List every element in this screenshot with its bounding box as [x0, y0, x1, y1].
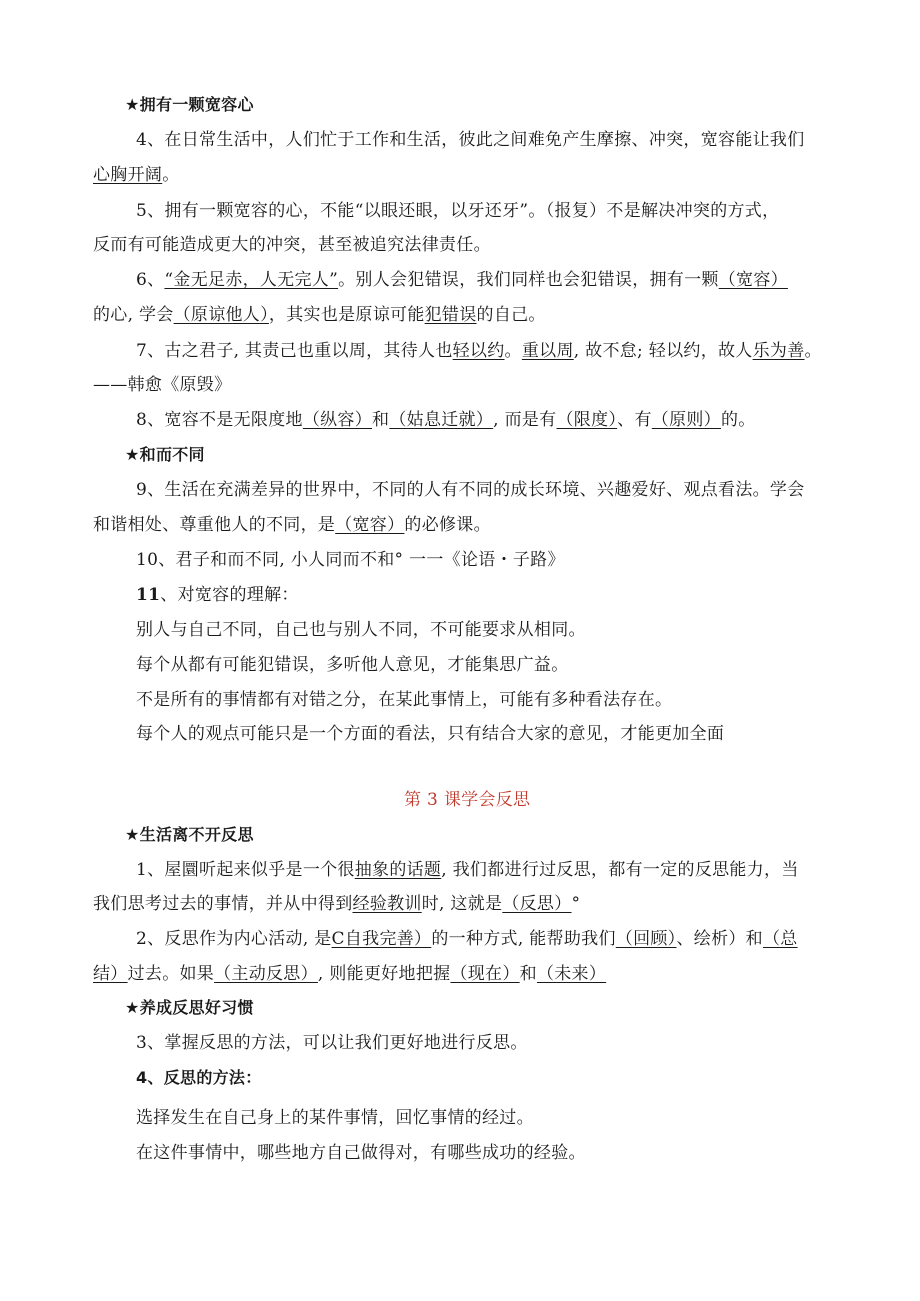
paragraph-item-4-line-2: 心胸开阔。 [93, 165, 180, 185]
paragraph-l3-item-1-line-1: 1、屋圜听起来似乎是一个很抽象的话题, 我们都进行过反思，都有一定的反思能力，当 [136, 860, 799, 880]
underlined-answer: （总 [762, 929, 798, 949]
section-heading-tolerance: ★拥有一颗宽容心 [125, 95, 254, 114]
underlined-answer: 乐为善 [752, 341, 805, 361]
paragraph-item-9-line-2: 和谐相处、尊重他人的不同，是（宽容）的必修课。 [93, 515, 491, 535]
underlined-answer: C自我完善） [331, 929, 432, 949]
underlined-answer: 轻以约 [452, 341, 505, 361]
underlined-answer: （原则） [651, 410, 721, 430]
understanding-point-4: 每个人的观点可能只是一个方面的看法，只有结合大家的意见，才能更加全面 [136, 724, 725, 744]
underlined-answer: （姑息迁就） [389, 410, 494, 430]
section-heading-habits: ★养成反思好习惯 [125, 998, 254, 1017]
underlined-answer: （限度） [556, 410, 618, 430]
paragraph-item-6-line-2: 的心, 学会（原谅他人），其实也是原谅可能犯错误的自己。 [93, 305, 546, 325]
paragraph-item-11-title: 11、对宽容的理解： [136, 585, 299, 605]
paragraph-l3-item-2-line-1: 2、反思作为内心活动, 是C自我完善）的一种方式, 能帮助我们（回顾）、绘析）和（总 [136, 929, 798, 949]
paragraph-item-4-line-1: 4、在日常生活中，人们忙于工作和生活，彼此之间难免产生摩擦、冲突，宽容能让我们 [136, 130, 805, 150]
underlined-answer: （回顾） [615, 929, 677, 949]
underlined-answer: 重以周 [521, 341, 574, 361]
underlined-answer: （纵容） [302, 410, 373, 430]
underlined-answer: （原谅他人） [173, 305, 269, 325]
underlined-answer: 结） [93, 964, 128, 984]
underlined-answer: （现在） [450, 964, 520, 984]
paragraph-item-5-line-2: 反而有可能造成更大的冲突，甚至被追究法律责任。 [93, 235, 491, 255]
method-point-1: 选择发生在自己身上的某件事情，回忆事情的经过。 [136, 1108, 534, 1128]
underlined-answer: （反思） [502, 894, 572, 914]
paragraph-item-9-line-1: 9、生活在充满差异的世界中，不同的人有不同的成长环境、兴趣爱好、观点看法。学会 [136, 480, 805, 500]
paragraph-l3-item-1-line-2: 我们思考过去的事情，并从中得到经验教训时, 这就是（反思）° [93, 894, 581, 914]
underlined-answer: （未来） [536, 964, 607, 984]
underlined-answer: （宽容） [718, 270, 788, 290]
underlined-answer: “金无足赤，人无完人” [164, 270, 339, 290]
paragraph-item-8: 8、宽容不是无限度地（纵容）和（姑息迁就）, 而是有（限度）、有（原则）的。 [136, 410, 756, 430]
paragraph-item-6-line-1: 6、“金无足赤，人无完人”。别人会犯错误，我们同样也会犯错误，拥有一颗（宽容） [136, 270, 788, 290]
section-heading-harmony: ★和而不同 [125, 445, 205, 464]
paragraph-l3-item-4-title: 4、反思的方法： [136, 1068, 262, 1087]
paragraph-item-10: 10、君子和而不同, 小人同而不和° 一一《论语・子路》 [136, 550, 565, 570]
section-heading-reflection: ★生活离不开反思 [125, 825, 254, 844]
underlined-answer: （宽容） [335, 515, 405, 535]
lesson-title: 第 3 课学会反思 [404, 790, 531, 810]
underlined-answer: 犯错误 [424, 305, 477, 325]
understanding-point-3: 不是所有的事情都有对错之分，在某此事情上，可能有多种看法存在。 [136, 690, 673, 710]
paragraph-item-7-line-1: 7、古之君子, 其责己也重以周，其待人也轻以约。重以周, 故不怠; 轻以约，故人乐为善。 [136, 341, 822, 361]
method-point-2: 在这件事情中，哪些地方自己做得对，有哪些成功的经验。 [136, 1143, 586, 1163]
underlined-answer: （主动反思） [214, 964, 318, 984]
understanding-point-1: 别人与自己不同，自己也与别人不同，不可能要求从相同。 [136, 620, 586, 640]
understanding-point-2: 每个从都有可能犯错误，多听他人意见，才能集思广益。 [136, 655, 569, 675]
underlined-answer: 经验教训 [352, 894, 422, 914]
paragraph-item-5-line-1: 5、拥有一颗宽容的心，不能“以眼还眼，以牙还牙”。（报复）不是解决冲突的方式， [136, 201, 780, 221]
paragraph-l3-item-2-line-2: 结）过去。如果（主动反思）, 则能更好地把握（现在）和（未来） [93, 964, 607, 984]
underlined-answer: 抽象的话题 [354, 860, 442, 880]
paragraph-l3-item-3: 3、掌握反思的方法，可以让我们更好地进行反思。 [136, 1033, 528, 1053]
paragraph-item-7-line-2: ——韩愈《原毁》 [93, 375, 232, 395]
underlined-answer: 心胸开阔 [93, 165, 163, 185]
